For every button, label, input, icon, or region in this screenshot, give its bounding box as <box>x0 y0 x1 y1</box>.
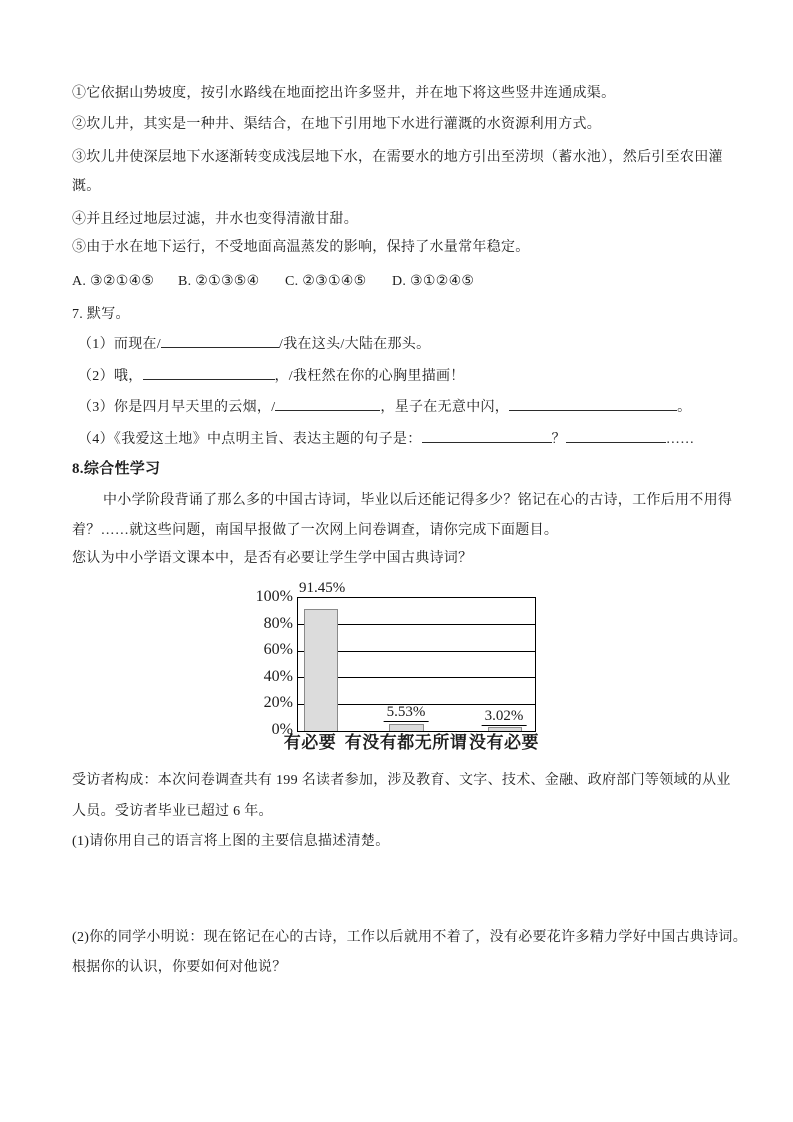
option-a: A. ③②①④⑤ <box>72 274 155 289</box>
q7-item-3-blank-1 <box>275 396 380 411</box>
q7-item-1-post: /我在这头/大陆在那头。 <box>279 337 431 352</box>
q8-sub1: (1)请你用自己的语言将上图的主要信息描述清楚。 <box>72 834 390 849</box>
q7-item-2-post: ，/我枉然在你的心胸里描画！ <box>274 369 465 384</box>
q7-item-3-pre: （3）你是四月早天里的云烟，/ <box>78 400 276 415</box>
q7-item-3-blank-2 <box>509 396 677 411</box>
q7-item-4-mid: ？ <box>551 432 566 447</box>
q7-item-1 <box>78 333 430 355</box>
respondent-note-line-2: 人员。受访者毕业已超过 6 年。 <box>72 804 273 819</box>
q7-item-2 <box>78 365 465 387</box>
q8-survey-question: 您认为中小学语文课本中，是否有必要让学生学中国古典诗词？ <box>72 551 473 566</box>
q7-item-2-pre: （2）哦， <box>78 369 143 384</box>
bar-youbiyao <box>304 609 338 731</box>
option-b: B. ②①③⑤④ <box>178 274 260 289</box>
sentence-line-2: ②坎儿井，其实是一种井、渠结合，在地下引用地下水进行灌溉的水资源利用方式。 <box>72 117 602 132</box>
q8-intro-line-1: 中小学阶段背诵了那么多的中国古诗词，毕业以后还能记得多少？铭记在心的古诗，工作后用不用得 <box>103 493 733 508</box>
q7-item-1-blank <box>161 333 279 348</box>
bar-wusuowei <box>389 724 424 731</box>
category-label-2: 有没有都无所谓 <box>344 733 468 752</box>
sentence-line-3: ③坎儿井使深层地下水逐渐转变成浅层地下水，在需要水的地方引出至涝坝（蓄水池），然后引至农田灌 <box>72 150 723 165</box>
q7-title: 7. 默写。 <box>72 307 130 322</box>
sentence-line-5: ⑤由于水在地下运行，不受地面高温蒸发的影响，保持了水量常年稳定。 <box>72 240 530 255</box>
sentence-line-1: ①它依据山势坡度，按引水路线在地面挖出许多竖井，并在地下将这些竖井连通成渠。 <box>72 86 616 101</box>
bar-value-label-1: 91.45% <box>299 580 346 596</box>
q7-item-3-post: 。 <box>677 400 692 415</box>
bar-value-label-3: 3.02% <box>482 708 527 726</box>
y-axis-tick-0: 0% <box>271 721 293 738</box>
q7-item-3-mid: ，星子在无意中闪， <box>380 400 510 415</box>
y-axis-tick-80: 80% <box>263 615 293 632</box>
q7-item-4-blank-2 <box>566 428 666 443</box>
sentence-line-4: ④并且经过地层过滤，井水也变得清澈甘甜。 <box>72 212 358 227</box>
q8-heading: 8.综合性学习 <box>72 461 161 477</box>
sentence-line-3-wrap: 溉。 <box>72 179 101 194</box>
q7-item-4-pre: （4）《我爱这土地》中点明主旨、表达主题的句子是： <box>78 432 422 447</box>
q7-item-4-post: …… <box>665 432 695 447</box>
category-label-1: 有必要 <box>283 733 337 752</box>
q8-sub2-line-2: 根据你的认识，你要如何对他说？ <box>72 960 287 975</box>
q8-sub2-line-1: (2)你的同学小明说：现在铭记在心的古诗，工作以后就用不着了，没有必要花许多精力学好中国古典诗词。 <box>72 930 748 945</box>
y-axis-tick-60: 60% <box>263 641 293 658</box>
bar-value-label-2: 5.53% <box>384 704 429 722</box>
y-axis-tick-20: 20% <box>263 694 293 711</box>
q7-item-1-pre: （1）而现在/ <box>78 337 161 352</box>
bar-meiyoubiyao <box>488 727 522 731</box>
y-axis-tick-40: 40% <box>263 668 293 685</box>
survey-bar-chart <box>255 580 555 760</box>
q7-item-4-blank-1 <box>422 428 552 443</box>
option-d: D. ③①②④⑤ <box>392 274 475 289</box>
respondent-note-line-1: 受访者构成：本次问卷调查共有 199 名读者参加，涉及教育、文字、技术、金融、政府部门等领域的从业 <box>72 773 731 788</box>
option-c: C. ②③①④⑤ <box>285 274 367 289</box>
q7-item-4 <box>78 428 694 450</box>
q7-item-2-blank <box>143 365 275 380</box>
y-axis-tick-100: 100% <box>255 588 293 605</box>
q8-intro-line-2: 着？……就这些问题，南国早报做了一次网上问卷调查，请你完成下面题目。 <box>72 523 559 538</box>
q7-item-3 <box>78 396 691 418</box>
category-label-3: 没有必要 <box>469 733 539 752</box>
